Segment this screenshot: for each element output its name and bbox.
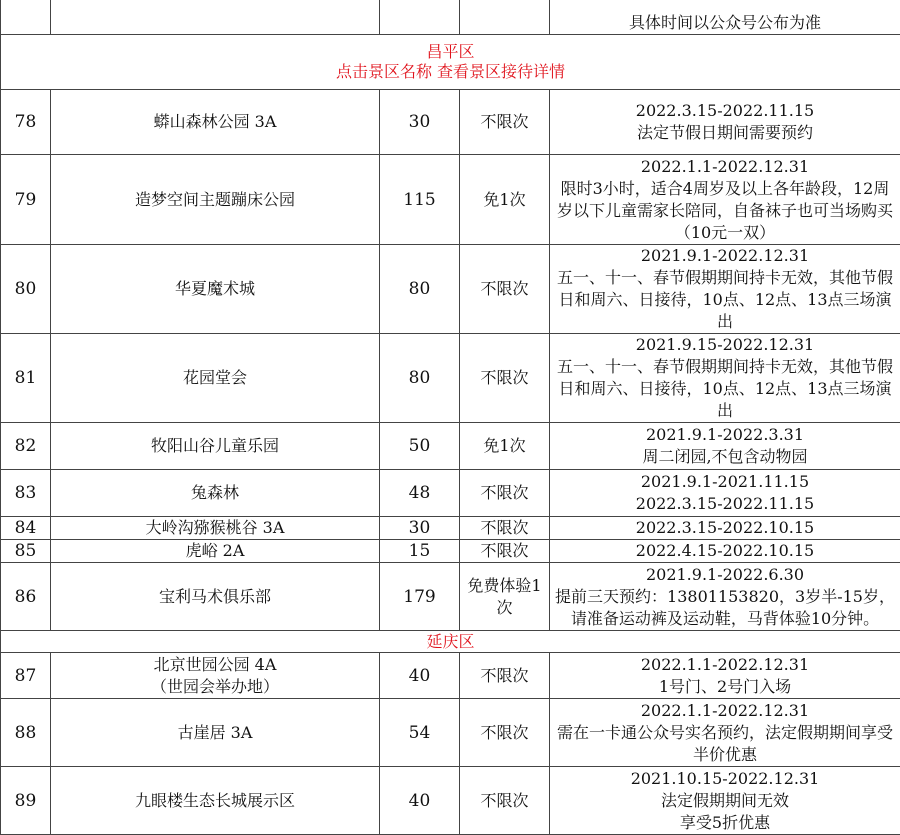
section-link[interactable]: 点击景区名称 查看景区接待详情 [5,62,896,82]
times-cell: 不限次 [460,767,550,835]
row-number: 86 [1,563,51,631]
row-number: 79 [1,155,51,245]
table-row [1,563,900,631]
notes-cell [550,470,900,517]
note-line: 限时3小时，适合4周岁及以上各年龄段，12周岁以下儿童需家长陪同，自备袜子也可当场购买（10元一双） [554,178,896,244]
note-line: 2021.9.1-2022.3.31 [554,424,896,446]
attraction-name[interactable]: 九眼楼生态长城展示区 [51,767,380,835]
price-cell [380,0,460,35]
section-header-yanqing [1,631,900,653]
section-header-changping [1,35,900,90]
row-number: 78 [1,90,51,155]
section-title: 延庆区 [5,632,896,652]
row-number: 85 [1,540,51,563]
times-cell: 免1次 [460,423,550,470]
attraction-name[interactable]: 宝利马术俱乐部 [51,563,380,631]
note-line: 具体时间以公众号公布为准 [554,12,896,34]
price-cell: 50 [380,423,460,470]
times-cell: 不限次 [460,470,550,517]
note-line: 法定节假日期间需要预约 [554,122,896,144]
notes-cell [550,653,900,699]
note-line: 2022.1.1-2022.12.31 [554,654,896,676]
note-line: 2022.3.15-2022.10.15 [554,517,896,539]
table-row [1,470,900,517]
table-row [1,90,900,155]
note-line: 周二闭园,不包含动物园 [554,446,896,468]
notes-cell [550,540,900,563]
note-line: 2021.9.15-2022.12.31 [554,334,896,356]
notes-cell [550,767,900,835]
attraction-name[interactable]: 大岭沟猕猴桃谷 3A [51,517,380,540]
table-row [1,767,900,835]
row-number: 81 [1,334,51,423]
row-number [1,0,51,35]
attraction-name[interactable]: 华夏魔术城 [51,245,380,334]
row-number: 83 [1,470,51,517]
notes-cell [550,334,900,423]
note-line: 享受5折优惠 [554,812,896,834]
note-line: 2022.4.15-2022.10.15 [554,540,896,562]
row-number: 89 [1,767,51,835]
times-cell [460,0,550,35]
table-row [1,653,900,699]
notes-cell [550,699,900,767]
note-line: 2022.1.1-2022.12.31 [554,700,896,722]
table-row [1,0,900,35]
price-cell: 48 [380,470,460,517]
note-line: 五一、十一、春节假期期间持卡无效，其他节假日和周六、日接待，10点、12点、13点三场演出 [554,356,896,422]
price-cell: 40 [380,653,460,699]
attraction-name-line: （世园会举办地） [55,676,375,698]
times-cell: 不限次 [460,245,550,334]
times-cell: 免1次 [460,155,550,245]
note-line: 1号门、2号门入场 [554,676,896,698]
table-row [1,334,900,423]
notes-cell [550,245,900,334]
attraction-name[interactable]: 蟒山森林公园 3A [51,90,380,155]
price-cell: 30 [380,517,460,540]
price-cell: 115 [380,155,460,245]
attraction-name[interactable]: 花园堂会 [51,334,380,423]
price-cell: 80 [380,245,460,334]
note-line: 提前三天预约：13801153820，3岁半-15岁，请准备运动裤及运动鞋，马背体验10分钟。 [554,586,896,630]
note-line: 2022.3.15-2022.11.15 [554,100,896,122]
note-line: 2021.9.1-2022.6.30 [554,564,896,586]
notes-cell [550,0,900,35]
price-cell: 15 [380,540,460,563]
row-number: 82 [1,423,51,470]
price-cell: 179 [380,563,460,631]
attraction-name-line: 北京世园公园 4A [55,654,375,676]
times-cell: 不限次 [460,653,550,699]
times-cell: 不限次 [460,540,550,563]
price-cell: 40 [380,767,460,835]
attraction-name[interactable]: 造梦空间主题蹦床公园 [51,155,380,245]
note-line: 五一、十一、春节假期期间持卡无效，其他节假日和周六、日接待，10点、12点、13点三场演出 [554,267,896,333]
note-line: 2021.10.15-2022.12.31 [554,768,896,790]
row-number: 87 [1,653,51,699]
row-number: 88 [1,699,51,767]
table-row [1,423,900,470]
notes-cell [550,90,900,155]
attraction-name[interactable]: 古崖居 3A [51,699,380,767]
attraction-name[interactable]: 兔森林 [51,470,380,517]
notes-cell [550,563,900,631]
notes-cell [550,423,900,470]
table-row [1,245,900,334]
table-row [1,699,900,767]
note-line: 需在一卡通公众号实名预约，法定假期期间享受半价优惠 [554,722,896,766]
note-line: 法定假期期间无效 [554,790,896,812]
note-line: 2022.3.15-2022.11.15 [554,493,896,515]
times-cell: 不限次 [460,90,550,155]
times-cell: 不限次 [460,699,550,767]
row-number: 80 [1,245,51,334]
section-title: 昌平区 [5,42,896,62]
attraction-name[interactable]: 虎峪 2A [51,540,380,563]
table-row [1,517,900,540]
notes-cell [550,155,900,245]
times-cell: 不限次 [460,334,550,423]
attraction-name[interactable]: 牧阳山谷儿童乐园 [51,423,380,470]
note-line: 2021.9.1-2021.11.15 [554,471,896,493]
price-cell: 30 [380,90,460,155]
price-cell: 54 [380,699,460,767]
attraction-name [51,0,380,35]
note-line: 2021.9.1-2022.12.31 [554,245,896,267]
row-number: 84 [1,517,51,540]
times-cell: 免费体验1次 [460,563,550,631]
price-cell: 80 [380,334,460,423]
note-line: 2022.1.1-2022.12.31 [554,156,896,178]
table-row [1,155,900,245]
notes-cell [550,517,900,540]
times-cell: 不限次 [460,517,550,540]
table-row [1,540,900,563]
attraction-name[interactable] [51,653,380,699]
